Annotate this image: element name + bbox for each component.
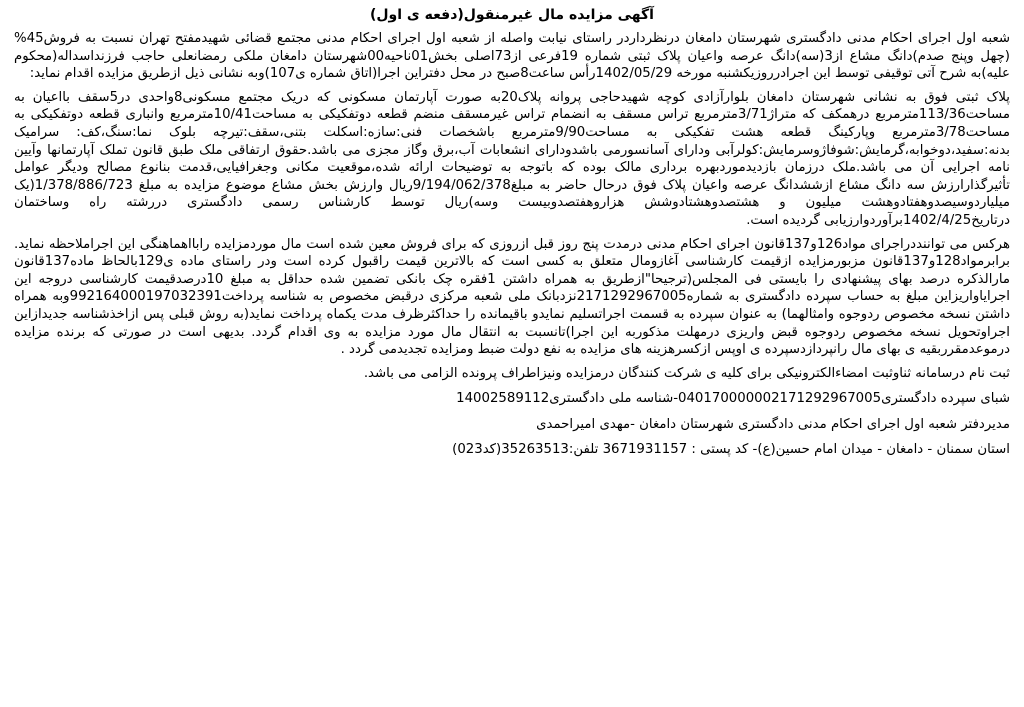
- office-address: استان سمنان - دامغان - میدان امام حسین(ع)- کد پستی : 3671931157 تلفن:35263513(کد023): [452, 442, 1010, 458]
- account-info: شبای سپرده دادگستری040170000002171292967005-شناسه ملی دادگستری14002589112: [456, 391, 1010, 407]
- auction-terms-paragraph: هرکس می تواننددراجرای مواد126و137قانون اجرای احکام مدنی درمدت پنج روز قبل ازروزی که برای فروش معین شده است مال موردمزایده رابااهماهنگی این اجراملاحظه نماید. برابرمواد128و137قانون مزبورمزایده ازقیمت کارشناسی آغازومال متعلق به کسی است که بالاترین قیمت راقبول کرده است ودر راستای ماده ی129بالحاظ ماده137قانون مارالذکره درصد بهای پیشنهادی را بایستی فی المجلس(ترجیحا"ازطریق به همراه داشتن 1فقره چک بانکی تضمین شده حداقل به مبلغ 10درصدقیمت کارشناسی دروجه این اجرایاواریزاین مبلغ به حساب سپرده دادگستری به شماره2171292967005نزدبانک ملی شعبه مرکزی درقبض مخصوص به شناسه پرداخت992164000197032391وبه همراه داشتن نسخه مخصوص ردوجوه وامثالهما) به عنوان سپرده به قسمت اجراتسلیم نمایدو باقیمانده را حداکثرظرف مدت یکماه پرداخت نماید(به روش قبلی پس ازاخذشناسه جدیدازاین اجراوتحویل نسخه مخصوص ردوجوه قبض واریزی درمهلت مذکوربه این اجرا)تانسبت به انتقال مال مورد مزایده به وی اقدام گردد. بدیهی است در صورتی که برنده مزایده درموعدمقرربقیه ی بهای مال رانپردازدسپرده ی اوپس ازکسرهزینه های مزایده به نفع دولت ضبط ومزایده تجدیدمی گردد .: [14, 236, 1011, 358]
- signature-line: مدیردفتر شعبه اول اجرای احکام مدنی دادگستری شهرستان دامغان -مهدی امیراحمدی: [536, 416, 1010, 432]
- property-description-paragraph: پلاک ثبتی فوق به نشانی شهرستان دامغان بلوارآزادی کوچه شهیدحاجی پروانه پلاک20به صورت آپارتمان مسکونی که دریک مجتمع مسکونی8واحدی در5سقف بااعیان به مساحت113/36مترمربع درهمکف که متراژ3/71مترمربع تراس مسقف به انضمام تراس غیرمسقف منضم قطعه دوتفکیکی به مساحت10/41مترمربع وانباری قطعه دوتفکیکی به مساحت3/78مترمربع وپارکینگ قطعه هشت تفکیکی به مساحت9/90مترمربع باشخصات فنی:سازه:اسکلت بتنی،سقف:تیرچه بلوک نما:سنگ،کف: سرامیک بدنه:سفید،دوخوابه،گرمایش:شوفاژوسرمایش:کولرآبی ودارای آسانسورمی باشدودارای انشعابات آب،برق وگاز مجزی می باشد.حقوق ارتفاقی ملک طبق قانون تملک آپارتمانها وآیین نامه اجرایی آن می باشد.ملک درزمان بازدیدموردبهره برداری مالک بوده که باتوجه به توضیحات ارائه شده،موقعیت مکانی وجغرافیایی،قدمت بنانوع مصالح ودیگر عوامل تأثیرگذارارزش سه دانگ مشاع ازششدانگ عرصه واعیان پلاک فوق درحال حاضر به مبلغ9/194/062/378ریال وارزش بخش مشاع موضوع مزایده به مبلغ 1/378/886/723(یک میلیاردوسیصدوهفتادوهشت میلیون و هشتصدوهشتادوشش هزاروهفتصدوبیست وسه)ریال توسط کارشناس رسمی دادگستری دررشته راه وساختمان درتاریخ1402/4/25برآوردوارزیابی گردیده است.: [14, 89, 1011, 228]
- registration-note: ثبت نام درسامانه ثناوثبت امضاءالکترونیکی برای کلیه ی شرکت کنندگان درمزایده ونیزاطراف پرونده الزامی می باشد.: [363, 365, 1010, 381]
- intro-paragraph: شعبه اول اجرای احکام مدنی دادگستری شهرستان دامغان درنظرداردر راستای نیابت واصله از شعبه اول اجرای احکام مدنی مجتمع قضائی شهیدمفتح تهران نسبت به فروش45%(چهل وپنج صدم)دانگ مشاع از3(سه)دانگ عرصه واعیان پلاک ثبتی شماره 19فرعی از73اصلی بخش01ناحیه00شهرستان دامغان ملکی رمضانعلی حاجب فرزنداسداله(محکوم علیه)به شرح آتی توقیفی توسط این اجرادرروزیکشنبه مورخه 1402/05/29رأس ساعت8صبح در محل دفتراین اجرا(اتاق شماره ی107)وبه نشانی ذیل ازطریق مزایده اقدام نماید:: [14, 31, 1010, 82]
- auction-notice-document: [14, 6, 1010, 701]
- notice-footer: [14, 365, 1010, 459]
- notice-title: آگهی مزایده مال غیرمنقول(دفعه ی اول): [370, 7, 654, 23]
